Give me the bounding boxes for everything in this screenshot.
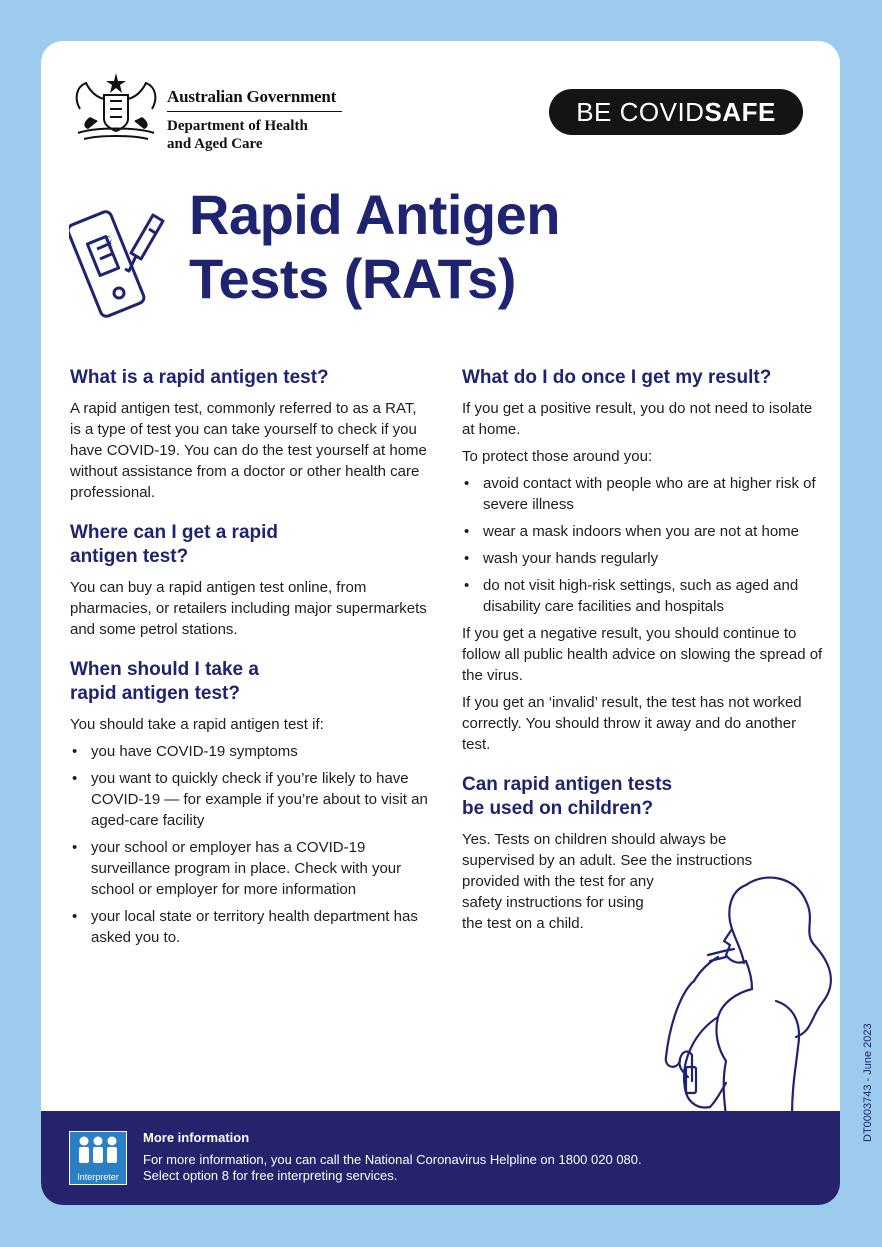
section-intro-when: You should take a rapid antigen test if: bbox=[70, 716, 324, 733]
section-heading-when: When should I take a rapid antigen test? bbox=[70, 659, 259, 704]
right-column bbox=[462, 366, 827, 940]
result-invalid-text: If you get an ‘invalid’ result, the test has not worked correctly. You should throw it away and do another test. bbox=[462, 694, 802, 753]
department-line-2: and Aged Care bbox=[167, 136, 263, 152]
list-item: • your local state or territory health department has asked you to. bbox=[70, 906, 430, 948]
section-heading-result: What do I do once I get my result? bbox=[462, 367, 772, 388]
department-line-1: Department of Health bbox=[167, 118, 308, 134]
result-positive-text: If you get a positive result, you do not need to isolate at home. bbox=[462, 400, 813, 438]
rapid-antigen-test-icon bbox=[69, 193, 169, 318]
footer-line-2: Select option 8 for free interpreting services. bbox=[143, 1168, 398, 1183]
list-item: • wear a mask indoors when you are not at home bbox=[462, 521, 827, 542]
page-title bbox=[189, 183, 560, 311]
list-item: • you have COVID-19 symptoms bbox=[70, 741, 430, 762]
be-covidsafe-badge bbox=[549, 89, 803, 135]
interpreter-icon bbox=[69, 1131, 127, 1185]
list-item: • you want to quickly check if you’re likely to have COVID-19 — for example if you’re about to visit an aged-care facility bbox=[70, 768, 430, 831]
section-body-where: You can buy a rapid antigen test online, from pharmacies, or retailers including major supermarkets and some petrol stations. bbox=[70, 579, 427, 638]
section-body-what-is: A rapid antigen test, commonly referred to as a RAT, is a type of test you can take yourself to check if you have COVID-19. You can do the test yourself at home without assistance from a doctor or other health care professional. bbox=[70, 400, 427, 501]
list-item: • wash your hands regularly bbox=[462, 548, 827, 569]
section-heading-what-is: What is a rapid antigen test? bbox=[70, 367, 329, 388]
section-body-children: Yes. Tests on children should always be supervised by an adult. See the instructions provided with the test for any safety instructions for using the test on a child. bbox=[462, 831, 753, 932]
footer-title: More information bbox=[143, 1130, 250, 1145]
svg-text:T: T bbox=[107, 244, 116, 255]
list-item: • avoid contact with people who are at higher risk of severe illness bbox=[462, 473, 827, 515]
list-item: • your school or employer has a COVID-19 surveillance program in place. Check with your school or employer for more information bbox=[70, 837, 430, 900]
when-list bbox=[70, 741, 430, 948]
list-item: • do not visit high-risk settings, such as aged and disability care facilities and hospitals bbox=[462, 575, 827, 617]
protect-intro: To protect those around you: bbox=[462, 448, 653, 465]
left-column bbox=[70, 366, 430, 954]
fact-sheet-card bbox=[41, 41, 840, 1205]
interpreter-figures bbox=[70, 1132, 126, 1170]
document-code: DT0003743 - June 2023 bbox=[862, 1023, 874, 1142]
title-line-1: Rapid Antigen bbox=[189, 183, 560, 246]
government-logo-text bbox=[167, 87, 342, 153]
title-line-2: Tests (RATs) bbox=[189, 247, 516, 310]
coat-of-arms-icon bbox=[70, 69, 162, 149]
footer-line-1: For more information, you can call the National Coronavirus Helpline on 1800 020 080. bbox=[143, 1152, 642, 1167]
gov-name: Australian Government bbox=[167, 87, 342, 112]
interpreter-label: Interpreter bbox=[77, 1172, 119, 1182]
protect-list bbox=[462, 473, 827, 617]
badge-bold-text: SAFE bbox=[704, 97, 776, 127]
woman-swab-illustration bbox=[626, 871, 840, 1116]
footer-text bbox=[143, 1152, 642, 1184]
result-negative-text: If you get a negative result, you should continue to follow all public health advice on slowing the spread of the virus. bbox=[462, 625, 823, 684]
footer-band bbox=[41, 1111, 840, 1205]
section-heading-where: Where can I get a rapid antigen test? bbox=[70, 522, 278, 567]
badge-regular-text: BE COVID bbox=[576, 97, 705, 127]
section-heading-children: Can rapid antigen tests be used on children? bbox=[462, 774, 673, 819]
svg-text:C: C bbox=[104, 234, 114, 245]
